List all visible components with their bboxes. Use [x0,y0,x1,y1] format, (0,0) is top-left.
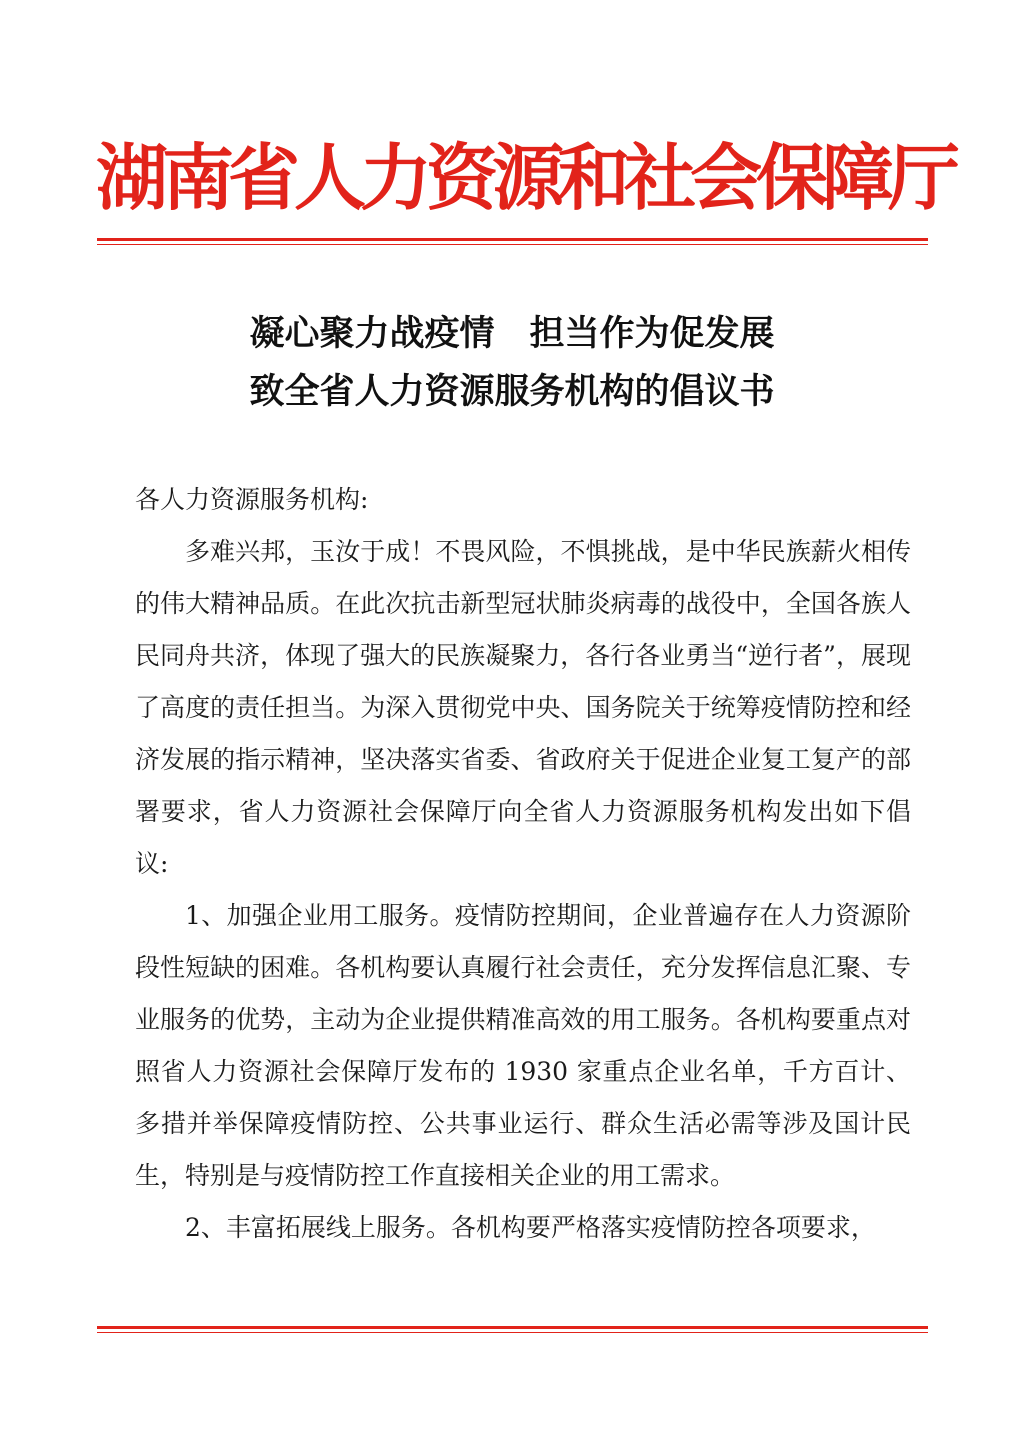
header-red-rule [97,238,928,245]
body-paragraph-item-2: 2、丰富拓展线上服务。各机构要严格落实疫情防控各项要求， [185,1213,876,1242]
document-body [135,474,911,1254]
body-paragraph-item-1: 1、加强企业用工服务。疫情防控期间，企业普遍存在人力资源阶段性短缺的困难。各机构要认真履行社会责任，充分发挥信息汇聚、专业服务的优势，主动为企业提供精准高效的用工服务。各机构要重点对照省人力资源社会保障厅发布的 1930 家重点企业名单，千方百计、多措并举保障疫情防控、公共事业运行、群众生活必需等涉及国计民生，特别是与疫情防控工作直接相关企业的用工需求。 [135,901,911,1190]
body-paragraph-intro: 多难兴邦，玉汝于成！不畏风险，不惧挑战，是中华民族薪火相传的伟大精神品质。在此次抗击新型冠状肺炎病毒的战役中，全国各族人民同舟共济，体现了强大的民族凝聚力，各行各业勇当“逆行者”，展现了高度的责任担当。为深入贯彻党中央、国务院关于统筹疫情防控和经济发展的指示精神，坚决落实省委、省政府关于促进企业复工复产的部署要求，省人力资源社会保障厅向全省人力资源服务机构发出如下倡议: [135,537,911,878]
document-title-line-2: 致全省人力资源服务机构的倡议书 [249,372,775,412]
salutation: 各人力资源服务机构: [135,485,369,514]
document-title-line-1: 凝心聚力战疫情 担当作为促发展 [249,314,775,354]
footer-red-rule [97,1326,928,1333]
letterhead-org-name: 湖南省人力资源和社会保障厅 [96,135,955,220]
